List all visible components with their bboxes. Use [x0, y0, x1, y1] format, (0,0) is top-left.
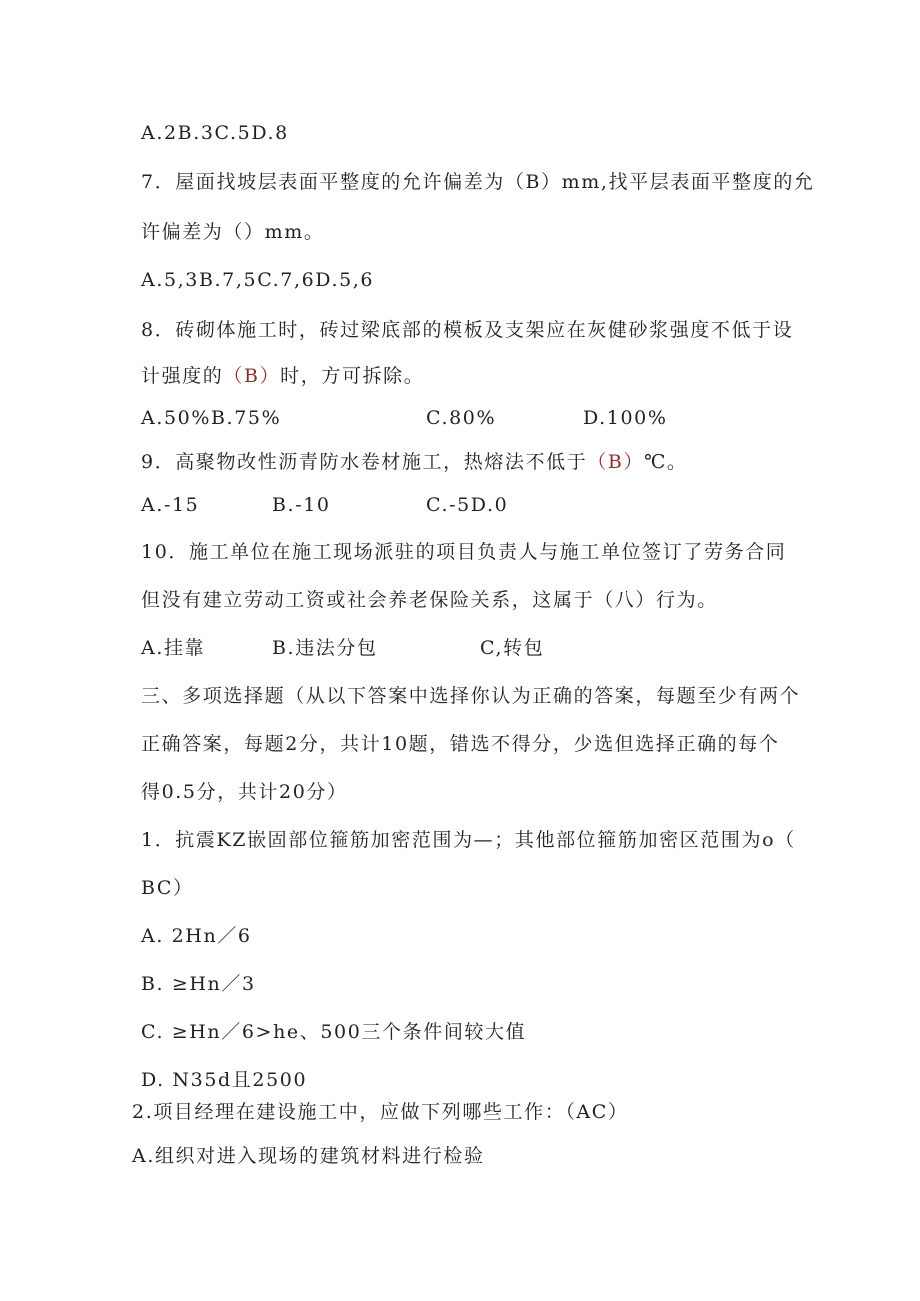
- q8-option-ab: A.50%B.75%: [141, 407, 282, 429]
- q9-text-before: 9．高聚物改性沥青防水卷材施工，热熔法不低于: [141, 451, 588, 473]
- question-10-line-2: 但没有建立劳动工资或社会养老保险关系，这属于（八）行为。: [141, 589, 718, 611]
- question-7-line-1: 7．屋面找坡层表面平整度的允许偏差为（B）mm,找平层表面平整度的允: [141, 171, 815, 193]
- q6-options: A.2B.3C.5D.8: [141, 122, 289, 144]
- q8-option-c: C.80%: [426, 407, 497, 429]
- section-3-heading-line-2: 正确答案，每题2分，共计10题，错选不得分，少选但选择正确的每个: [141, 733, 780, 755]
- multi-question-1-option-d: D. N35d且2500: [141, 1069, 308, 1091]
- section-3-heading-line-1: 三、多项选择题（从以下答案中选择你认为正确的答案，每题至少有两个: [141, 685, 801, 707]
- multi-question-1-line-2: BC）: [141, 877, 194, 899]
- q9-option-b: B.-10: [272, 494, 331, 516]
- q10-option-a: A.挂靠: [141, 637, 206, 659]
- question-8-options: [141, 406, 821, 430]
- question-8-line-2: [141, 364, 424, 388]
- section-3-heading-line-3: 得0.5分，共计20分）: [141, 781, 348, 803]
- q8-text-after: 时，方可拆除。: [280, 365, 425, 387]
- question-8-line-1: 8．砖砌体施工时，砖过梁底部的模板及支架应在灰健砂浆强度不低于设: [141, 319, 794, 341]
- multi-question-1-option-c: C. ≥Hn／6>he、500三个条件间较大值: [141, 1021, 527, 1043]
- multi-question-1-line-1: 1．抗震KZ嵌固部位箍筋加密范围为—；其他部位箍筋加密区范围为o（: [141, 829, 796, 851]
- q10-option-b: B.违法分包: [272, 637, 378, 659]
- multi-question-1-option-b: B. ≥Hn／3: [141, 973, 256, 995]
- q8-text-before: 计强度的: [141, 365, 224, 387]
- multi-question-2-option-a: A.组织对进入现场的建筑材料进行检验: [132, 1145, 485, 1167]
- question-10-options: [141, 636, 821, 660]
- question-10-line-1: 10．施工单位在施工现场派驻的项目负责人与施工单位签订了劳务合同: [141, 541, 787, 563]
- q9-option-cd: C.-5D.0: [426, 494, 509, 516]
- q9-answer: （B）: [587, 451, 645, 473]
- multi-question-1-option-a: A. 2Hn／6: [141, 925, 252, 947]
- question-7-line-2: 许偏差为（）mm。: [141, 221, 325, 243]
- q9-option-a: A.-15: [141, 494, 200, 516]
- question-7-options: A.5,3B.7,5C.7,6D.5,6: [141, 269, 375, 291]
- q8-answer: （B）: [223, 365, 281, 387]
- q8-option-d: D.100%: [583, 407, 668, 429]
- multi-question-2-line-1: 2.项目经理在建设施工中，应做下列哪些工作：（AC）: [132, 1101, 629, 1123]
- question-9-options: [141, 493, 821, 517]
- q9-text-after: ℃。: [644, 451, 688, 473]
- q10-option-c: C,转包: [480, 637, 545, 659]
- question-9-line: [141, 450, 688, 474]
